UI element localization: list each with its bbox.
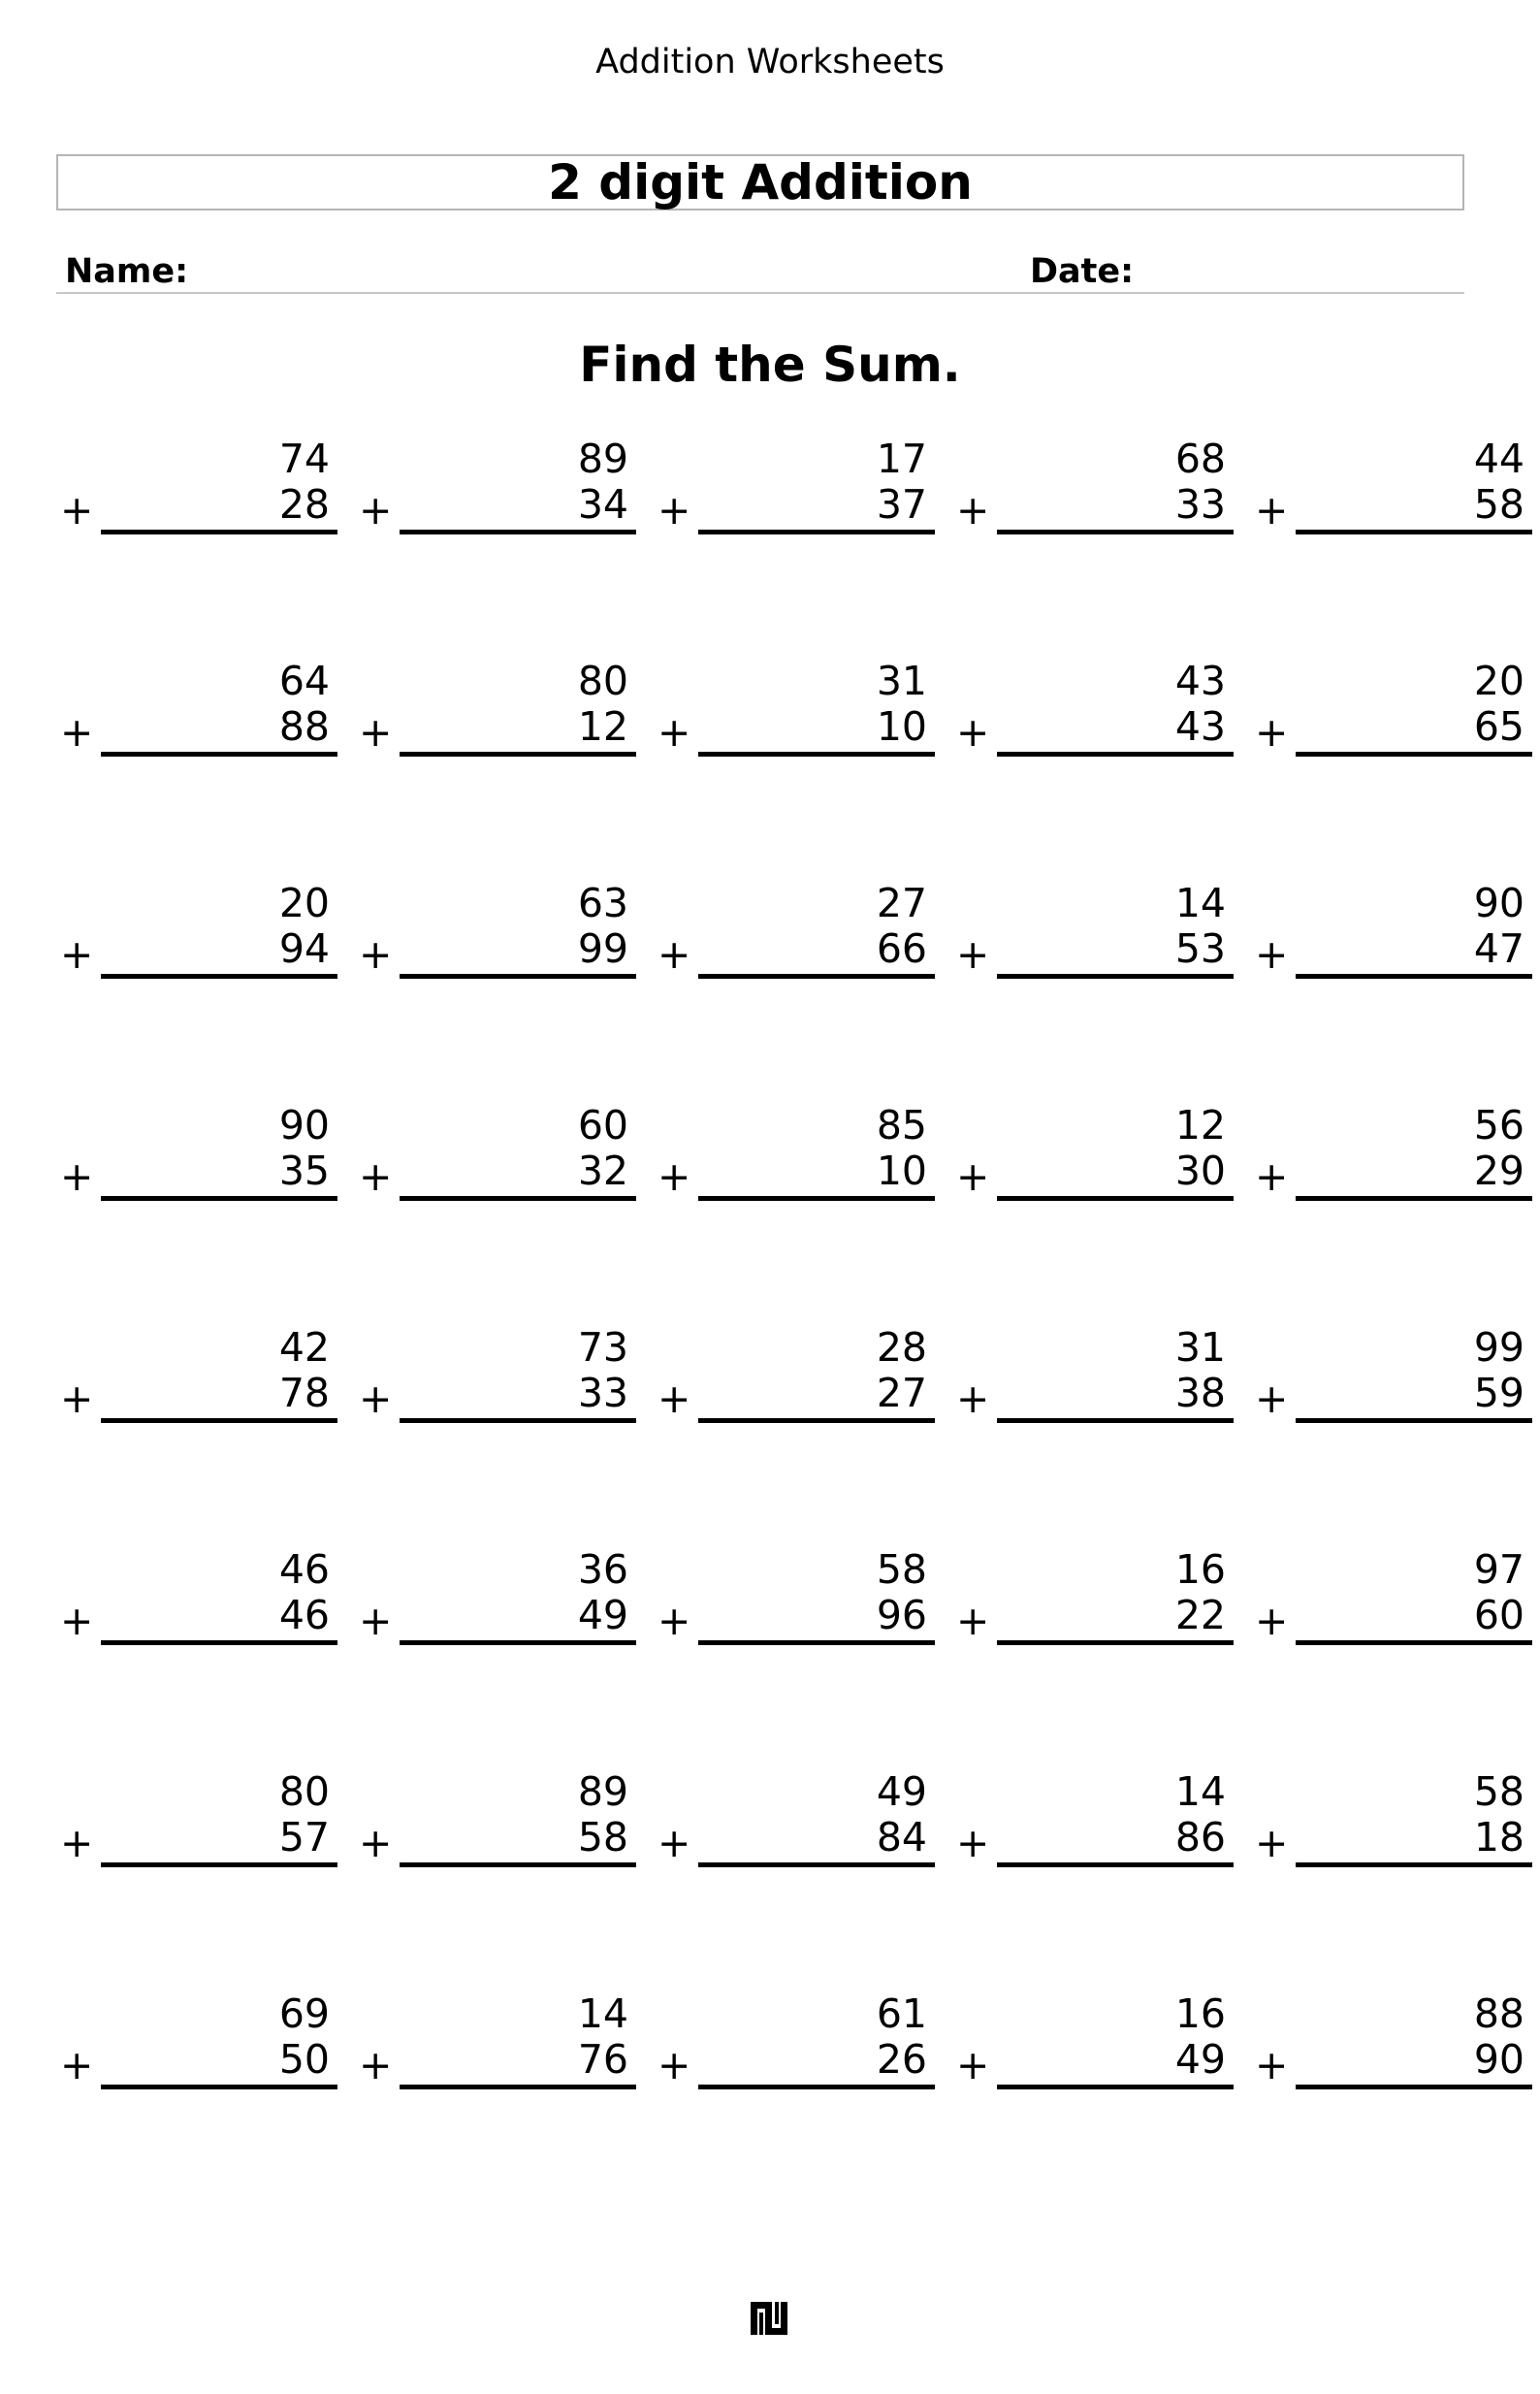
plus-sign: + bbox=[956, 2042, 990, 2088]
addition-problem bbox=[1251, 871, 1532, 1093]
addition-problem bbox=[1251, 427, 1532, 649]
answer-line bbox=[400, 1196, 636, 1201]
top-addend: 90 bbox=[278, 1102, 330, 1148]
top-addend: 58 bbox=[876, 1546, 927, 1593]
top-addend: 97 bbox=[1473, 1546, 1524, 1593]
answer-line bbox=[997, 974, 1234, 979]
page-header-title: Addition Worksheets bbox=[595, 43, 945, 81]
top-addend: 46 bbox=[278, 1546, 330, 1593]
bottom-addend: 26 bbox=[876, 2036, 927, 2083]
plus-sign: + bbox=[658, 709, 691, 756]
plus-sign: + bbox=[1255, 1598, 1289, 1644]
answer-line bbox=[400, 530, 636, 534]
plus-sign: + bbox=[359, 487, 393, 534]
plus-sign: + bbox=[658, 931, 691, 978]
top-addend: 31 bbox=[876, 658, 927, 704]
bottom-addend: 35 bbox=[278, 1148, 330, 1194]
plus-sign: + bbox=[956, 1820, 990, 1866]
answer-line bbox=[1296, 1862, 1532, 1867]
bottom-addend: 53 bbox=[1174, 925, 1226, 972]
plus-sign: + bbox=[359, 1598, 393, 1644]
addition-problem bbox=[1251, 1093, 1532, 1315]
plus-sign: + bbox=[658, 2042, 691, 2088]
plus-sign: + bbox=[1255, 709, 1289, 756]
addition-problem bbox=[654, 427, 935, 649]
answer-line bbox=[101, 1196, 337, 1201]
addition-problem bbox=[355, 427, 636, 649]
plus-sign: + bbox=[359, 2042, 393, 2088]
answer-line bbox=[698, 2085, 935, 2089]
addition-problem bbox=[355, 871, 636, 1093]
answer-line bbox=[101, 974, 337, 979]
addition-problem bbox=[952, 427, 1234, 649]
plus-sign: + bbox=[956, 931, 990, 978]
top-addend: 28 bbox=[876, 1324, 927, 1371]
plus-sign: + bbox=[359, 1153, 393, 1200]
top-addend: 42 bbox=[278, 1324, 330, 1371]
answer-line bbox=[698, 1862, 935, 1867]
bottom-addend: 29 bbox=[1473, 1148, 1524, 1194]
answer-line bbox=[698, 1196, 935, 1201]
bottom-addend: 76 bbox=[577, 2036, 628, 2083]
addition-problem bbox=[952, 1093, 1234, 1315]
answer-line bbox=[400, 974, 636, 979]
top-addend: 17 bbox=[876, 436, 927, 482]
top-addend: 73 bbox=[577, 1324, 628, 1371]
bottom-addend: 18 bbox=[1473, 1814, 1524, 1860]
top-addend: 14 bbox=[1174, 1768, 1226, 1815]
top-addend: 36 bbox=[577, 1546, 628, 1593]
instruction-heading: Find the Sum. bbox=[579, 337, 961, 393]
top-addend: 20 bbox=[278, 880, 330, 926]
top-addend: 44 bbox=[1473, 436, 1524, 482]
top-addend: 56 bbox=[1473, 1102, 1524, 1148]
plus-sign: + bbox=[359, 931, 393, 978]
addition-problem bbox=[952, 1315, 1234, 1537]
bottom-addend: 37 bbox=[876, 481, 927, 528]
name-label: Name: bbox=[65, 252, 189, 291]
addition-problem bbox=[952, 871, 1234, 1093]
bottom-addend: 28 bbox=[278, 481, 330, 528]
bottom-addend: 33 bbox=[1174, 481, 1226, 528]
answer-line bbox=[997, 1418, 1234, 1423]
top-addend: 90 bbox=[1473, 880, 1524, 926]
top-addend: 80 bbox=[577, 658, 628, 704]
top-addend: 49 bbox=[876, 1768, 927, 1815]
addition-problem bbox=[952, 1982, 1234, 2204]
name-date-row bbox=[56, 250, 1464, 294]
addition-problem bbox=[355, 1760, 636, 1982]
top-addend: 14 bbox=[577, 1990, 628, 2037]
bottom-addend: 33 bbox=[577, 1370, 628, 1416]
top-addend: 64 bbox=[278, 658, 330, 704]
answer-line bbox=[1296, 1196, 1532, 1201]
bottom-addend: 65 bbox=[1473, 703, 1524, 750]
answer-line bbox=[698, 752, 935, 757]
bottom-addend: 38 bbox=[1174, 1370, 1226, 1416]
bottom-addend: 78 bbox=[278, 1370, 330, 1416]
bottom-addend: 57 bbox=[278, 1814, 330, 1860]
addition-problem bbox=[1251, 1982, 1532, 2204]
plus-sign: + bbox=[60, 1375, 94, 1422]
top-addend: 58 bbox=[1473, 1768, 1524, 1815]
answer-line bbox=[698, 530, 935, 534]
addition-problem bbox=[56, 1760, 337, 1982]
bottom-addend: 84 bbox=[876, 1814, 927, 1860]
answer-line bbox=[101, 752, 337, 757]
answer-line bbox=[400, 752, 636, 757]
addition-problem bbox=[654, 1315, 935, 1537]
answer-line bbox=[101, 1418, 337, 1423]
plus-sign: + bbox=[60, 1153, 94, 1200]
top-addend: 16 bbox=[1174, 1990, 1226, 2037]
top-addend: 61 bbox=[876, 1990, 927, 2037]
bottom-addend: 60 bbox=[1473, 1592, 1524, 1638]
addition-problem bbox=[1251, 1315, 1532, 1537]
plus-sign: + bbox=[60, 1820, 94, 1866]
plus-sign: + bbox=[1255, 2042, 1289, 2088]
addition-problem bbox=[1251, 649, 1532, 871]
plus-sign: + bbox=[1255, 1820, 1289, 1866]
answer-line bbox=[997, 1640, 1234, 1645]
bottom-addend: 99 bbox=[577, 925, 628, 972]
addition-problem bbox=[1251, 1760, 1532, 1982]
answer-line bbox=[101, 1862, 337, 1867]
plus-sign: + bbox=[658, 1820, 691, 1866]
top-addend: 16 bbox=[1174, 1546, 1226, 1593]
plus-sign: + bbox=[1255, 1153, 1289, 1200]
plus-sign: + bbox=[60, 2042, 94, 2088]
answer-line bbox=[400, 1418, 636, 1423]
addition-problem bbox=[952, 1760, 1234, 1982]
bottom-addend: 96 bbox=[876, 1592, 927, 1638]
bottom-addend: 88 bbox=[278, 703, 330, 750]
plus-sign: + bbox=[658, 1153, 691, 1200]
addition-problem bbox=[952, 1537, 1234, 1760]
top-addend: 20 bbox=[1473, 658, 1524, 704]
bottom-addend: 66 bbox=[876, 925, 927, 972]
top-addend: 89 bbox=[577, 436, 628, 482]
plus-sign: + bbox=[1255, 931, 1289, 978]
top-addend: 74 bbox=[278, 436, 330, 482]
answer-line bbox=[1296, 752, 1532, 757]
answer-line bbox=[1296, 974, 1532, 979]
answer-line bbox=[698, 1640, 935, 1645]
addition-problem bbox=[654, 1982, 935, 2204]
answer-line bbox=[698, 974, 935, 979]
top-addend: 43 bbox=[1174, 658, 1226, 704]
answer-line bbox=[400, 1640, 636, 1645]
addition-problem bbox=[56, 1537, 337, 1760]
answer-line bbox=[997, 752, 1234, 757]
addition-problem bbox=[654, 1760, 935, 1982]
addition-problem bbox=[56, 1093, 337, 1315]
answer-line bbox=[997, 2085, 1234, 2089]
top-addend: 88 bbox=[1473, 1990, 1524, 2037]
top-addend: 85 bbox=[876, 1102, 927, 1148]
plus-sign: + bbox=[1255, 487, 1289, 534]
answer-line bbox=[1296, 1418, 1532, 1423]
plus-sign: + bbox=[956, 1598, 990, 1644]
answer-line bbox=[1296, 1640, 1532, 1645]
bottom-addend: 43 bbox=[1174, 703, 1226, 750]
addition-problem bbox=[56, 649, 337, 871]
bottom-addend: 34 bbox=[577, 481, 628, 528]
addition-problem bbox=[56, 1982, 337, 2204]
answer-line bbox=[698, 1418, 935, 1423]
problem-grid bbox=[56, 427, 1524, 2204]
answer-line bbox=[1296, 2085, 1532, 2089]
worksheet-title: 2 digit Addition bbox=[56, 154, 1464, 210]
top-addend: 89 bbox=[577, 1768, 628, 1815]
addition-problem bbox=[355, 1093, 636, 1315]
plus-sign: + bbox=[60, 487, 94, 534]
bottom-addend: 90 bbox=[1473, 2036, 1524, 2083]
addition-problem bbox=[355, 1537, 636, 1760]
bottom-addend: 12 bbox=[577, 703, 628, 750]
plus-sign: + bbox=[60, 709, 94, 756]
plus-sign: + bbox=[658, 1375, 691, 1422]
addition-problem bbox=[654, 649, 935, 871]
plus-sign: + bbox=[658, 1598, 691, 1644]
plus-sign: + bbox=[60, 1598, 94, 1644]
answer-line bbox=[101, 1640, 337, 1645]
bottom-addend: 10 bbox=[876, 703, 927, 750]
answer-line bbox=[997, 1862, 1234, 1867]
addition-problem bbox=[355, 1982, 636, 2204]
answer-line bbox=[400, 1862, 636, 1867]
addition-problem bbox=[56, 427, 337, 649]
addition-problem bbox=[654, 1093, 935, 1315]
top-addend: 69 bbox=[278, 1990, 330, 2037]
bottom-addend: 58 bbox=[577, 1814, 628, 1860]
bottom-addend: 46 bbox=[278, 1592, 330, 1638]
answer-line bbox=[1296, 530, 1532, 534]
plus-sign: + bbox=[359, 1820, 393, 1866]
top-addend: 60 bbox=[577, 1102, 628, 1148]
bottom-addend: 30 bbox=[1174, 1148, 1226, 1194]
plus-sign: + bbox=[1255, 1375, 1289, 1422]
answer-line bbox=[101, 530, 337, 534]
bottom-addend: 22 bbox=[1174, 1592, 1226, 1638]
top-addend: 14 bbox=[1174, 880, 1226, 926]
plus-sign: + bbox=[60, 931, 94, 978]
bottom-addend: 86 bbox=[1174, 1814, 1226, 1860]
bottom-addend: 10 bbox=[876, 1148, 927, 1194]
addition-problem bbox=[654, 871, 935, 1093]
date-label: Date: bbox=[1030, 252, 1135, 291]
answer-line bbox=[997, 530, 1234, 534]
addition-problem bbox=[355, 649, 636, 871]
site-logo-icon bbox=[750, 2299, 788, 2338]
top-addend: 12 bbox=[1174, 1102, 1226, 1148]
plus-sign: + bbox=[658, 487, 691, 534]
bottom-addend: 59 bbox=[1473, 1370, 1524, 1416]
top-addend: 68 bbox=[1174, 436, 1226, 482]
plus-sign: + bbox=[956, 1375, 990, 1422]
addition-problem bbox=[355, 1315, 636, 1537]
addition-problem bbox=[654, 1537, 935, 1760]
bottom-addend: 58 bbox=[1473, 481, 1524, 528]
plus-sign: + bbox=[956, 1153, 990, 1200]
answer-line bbox=[101, 2085, 337, 2089]
answer-line bbox=[997, 1196, 1234, 1201]
addition-problem bbox=[952, 649, 1234, 871]
bottom-addend: 49 bbox=[1174, 2036, 1226, 2083]
top-addend: 31 bbox=[1174, 1324, 1226, 1371]
answer-line bbox=[400, 2085, 636, 2089]
bottom-addend: 49 bbox=[577, 1592, 628, 1638]
bottom-addend: 27 bbox=[876, 1370, 927, 1416]
plus-sign: + bbox=[359, 1375, 393, 1422]
bottom-addend: 47 bbox=[1473, 925, 1524, 972]
plus-sign: + bbox=[359, 709, 393, 756]
top-addend: 63 bbox=[577, 880, 628, 926]
bottom-addend: 50 bbox=[278, 2036, 330, 2083]
top-addend: 80 bbox=[278, 1768, 330, 1815]
plus-sign: + bbox=[956, 487, 990, 534]
bottom-addend: 32 bbox=[577, 1148, 628, 1194]
bottom-addend: 94 bbox=[278, 925, 330, 972]
addition-problem bbox=[56, 871, 337, 1093]
addition-problem bbox=[56, 1315, 337, 1537]
addition-problem bbox=[1251, 1537, 1532, 1760]
plus-sign: + bbox=[956, 709, 990, 756]
top-addend: 99 bbox=[1473, 1324, 1524, 1371]
top-addend: 27 bbox=[876, 880, 927, 926]
